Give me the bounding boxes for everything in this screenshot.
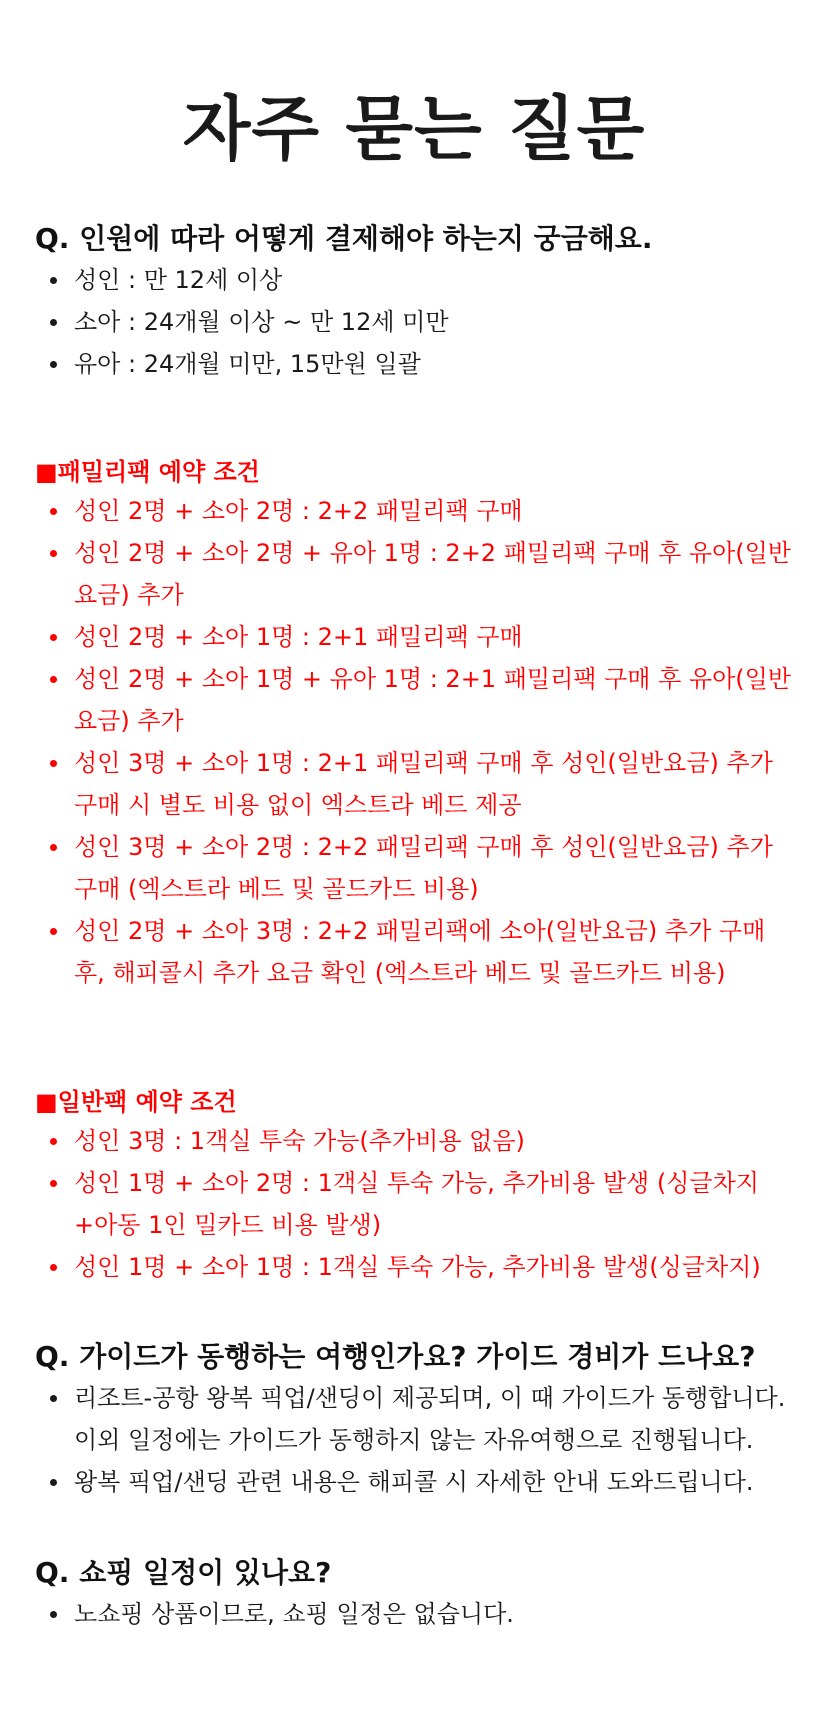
list-item: 소아 : 24개월 이상 ~ 만 12세 미만 xyxy=(0,301,794,343)
list-item: 성인 2명 + 소아 1명 + 유아 1명 : 2+1 패밀리팩 구매 후 유아(일반요금) 추가 xyxy=(0,658,794,742)
list-item: 성인 3명 + 소아 1명 : 2+1 패밀리팩 구매 후 성인(일반요금) 추가 구매 시 별도 비용 없이 엑스트라 베드 제공 xyxy=(0,742,794,826)
guide-answer-list xyxy=(0,1377,800,1503)
list-item: 성인 3명 : 1객실 투숙 가능(추가비용 없음) xyxy=(0,1120,794,1162)
list-item: 성인 2명 + 소아 2명 + 유아 1명 : 2+2 패밀리팩 구매 후 유아(일반요금) 추가 xyxy=(0,532,794,616)
list-item: 왕복 픽업/샌딩 관련 내용은 해피콜 시 자세한 안내 도와드립니다. xyxy=(0,1461,794,1503)
list-item: 성인 2명 + 소아 1명 : 2+1 패밀리팩 구매 xyxy=(0,616,794,658)
shopping-answer-list xyxy=(0,1593,800,1635)
page-title: 자주 묻는 질문 xyxy=(182,88,646,170)
general-pack-heading: ■일반팩 예약 조건 xyxy=(35,1088,237,1116)
faq-question-shopping: Q. 쇼핑 일정이 있나요? xyxy=(35,1556,332,1589)
list-item: 노쇼핑 상품이므로, 쇼핑 일정은 없습니다. xyxy=(0,1593,794,1635)
family-pack-heading: ■패밀리팩 예약 조건 xyxy=(35,458,260,486)
list-item: 성인 2명 + 소아 2명 : 2+2 패밀리팩 구매 xyxy=(0,490,794,532)
family-pack-list xyxy=(0,490,800,994)
list-item: 유아 : 24개월 미만, 15만원 일괄 xyxy=(0,343,794,385)
list-item: 성인 3명 + 소아 2명 : 2+2 패밀리팩 구매 후 성인(일반요금) 추가 구매 (엑스트라 베드 및 골드카드 비용) xyxy=(0,826,794,910)
faq-question-guide: Q. 가이드가 동행하는 여행인가요? 가이드 경비가 드나요? xyxy=(35,1340,756,1373)
list-item: 성인 1명 + 소아 2명 : 1객실 투숙 가능, 추가비용 발생 (싱글차지+아동 1인 밀카드 비용 발생) xyxy=(0,1162,794,1246)
faq-question-payment: Q. 인원에 따라 어떻게 결제해야 하는지 궁금해요. xyxy=(35,222,653,255)
list-item: 성인 1명 + 소아 1명 : 1객실 투숙 가능, 추가비용 발생(싱글차지) xyxy=(0,1246,794,1288)
list-item: 성인 : 만 12세 이상 xyxy=(0,259,794,301)
list-item: 리조트-공항 왕복 픽업/샌딩이 제공되며, 이 때 가이드가 동행합니다. 이외 일정에는 가이드가 동행하지 않는 자유여행으로 진행됩니다. xyxy=(0,1377,794,1461)
list-item: 성인 2명 + 소아 3명 : 2+2 패밀리팩에 소아(일반요금) 추가 구매 후, 해피콜시 추가 요금 확인 (엑스트라 베드 및 골드카드 비용) xyxy=(0,910,794,994)
general-pack-list xyxy=(0,1120,800,1288)
age-definition-list xyxy=(0,259,800,385)
